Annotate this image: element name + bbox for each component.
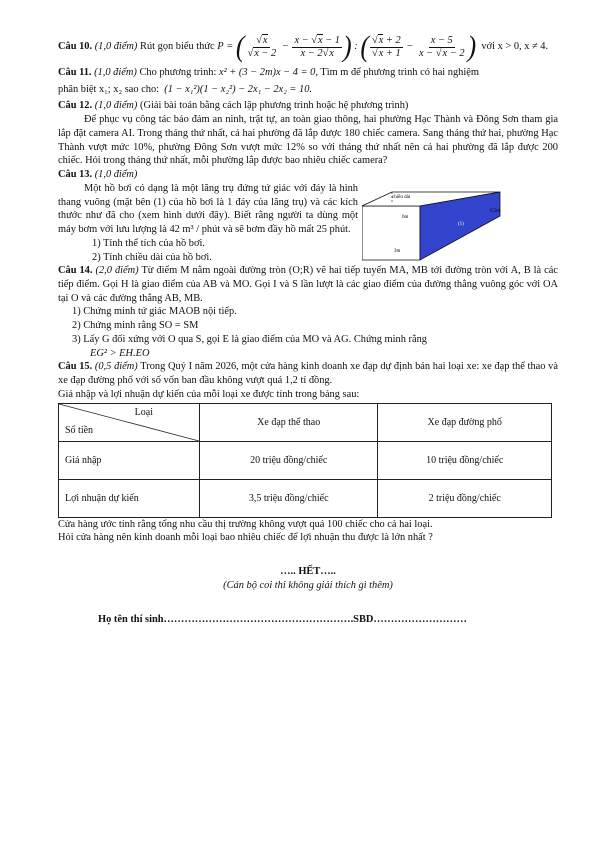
expression-P: P = ( √ x √ x − 2 − x − √ x − 1 x − 2√ x ) : ( √ x + 2 √ x + 1 − x − 5 x − √ x − 2 ) bbox=[217, 34, 476, 60]
question-14-points: (2,0 điểm) bbox=[95, 265, 139, 277]
label-05m: 0,5m bbox=[490, 209, 501, 214]
question-15-body: Trong Quý I năm 2026, một cửa hàng kinh doanh xe đạp dự định bán hai loại xe: xe đạp thể thao và xe đạp đường phố với số vốn ban đầu không vượt quá 1,2 tỉ đồng. bbox=[58, 361, 558, 387]
question-14-head: Câu 14. bbox=[58, 265, 93, 277]
table-corner-top: Loại bbox=[134, 406, 153, 418]
question-11-equation: x² + (3 − 2m)x − 4 = 0 bbox=[218, 67, 316, 78]
label-3m: 3m bbox=[394, 249, 401, 254]
table-row bbox=[59, 441, 552, 479]
question-10-text: Rút gọn biểu thức bbox=[140, 41, 215, 53]
question-13-head: Câu 13. bbox=[58, 169, 93, 181]
table-cell: 10 triệu đồng/chiếc bbox=[378, 441, 552, 479]
table-row bbox=[59, 479, 552, 517]
question-14 bbox=[58, 264, 558, 305]
question-15-points: (0,5 điểm) bbox=[94, 361, 138, 373]
question-13-sub-1: 1) Tính thể tích của hồ bơi. bbox=[92, 237, 205, 249]
question-11-head: Câu 11. bbox=[58, 67, 92, 78]
end-note: (Cán bộ coi thi không giải thích gì thêm) bbox=[223, 579, 393, 591]
question-13 bbox=[58, 168, 558, 182]
exam-page bbox=[58, 29, 558, 626]
question-15-intro: Giá nhập và lợi nhuận dự kiến của mỗi loại xe được tính trong bảng sau: bbox=[58, 388, 360, 400]
question-10-condition: với x > 0, x ≠ 4. bbox=[481, 41, 549, 53]
table-cell: 2 triệu đồng/chiếc bbox=[378, 479, 552, 517]
question-10-points: (1,0 điểm) bbox=[94, 41, 138, 53]
question-13-sub-2: 2) Tính chiều dài của hồ bơi. bbox=[92, 251, 212, 263]
end-title: ….. HẾT….. bbox=[280, 566, 336, 578]
label-face-1: (1) bbox=[458, 222, 464, 227]
question-14-body: Từ điểm M nằm ngoài đường tròn (O;R) vẽ hai tiếp tuyến MA, MB tới đường tròn với A, B là các tiếp điểm. Gọi H là giao điểm của AB và MO. Gọi I và S lần lượt là các giao điểm của đường thẳng vuông góc với OA tại O và các đường thẳng AB, MB. bbox=[58, 265, 558, 304]
question-15-after-1: Cửa hàng ước tính rằng tổng nhu cầu thị trường không vượt quá 100 chiếc cho cả hai loại. bbox=[58, 518, 433, 530]
question-10-head: Câu 10. bbox=[58, 41, 93, 53]
candidate-sign-line: Họ tên thí sinh……………………………………………….SBD……………………… bbox=[98, 613, 467, 625]
question-15 bbox=[58, 360, 558, 387]
question-12-title: (Giải bài toán bằng cách lập phương trình hoặc hệ phương trình) bbox=[140, 100, 409, 112]
table-row-label: Giá nhập bbox=[59, 441, 200, 479]
table-corner-cell bbox=[59, 403, 200, 441]
question-12-body: Để phục vụ công tác bảo đảm an ninh, trật tự, an toàn giao thông, hai phường Hạc Thành và Đông Sơn tham gia lắp đặt camera AI. Trong tháng thứ nhất, cả hai phường đã lắp được 180 chiếc camera. Sang tháng thứ hai, phường Hạc Thành vượt mức 10%, phường Đông Sơn vượt mức 12% so với tháng thứ nhất nên cả hai phường đã lắp được 200 chiếc. Hỏi trong tháng thứ nhất, mỗi phường lắp được bao nhiêu chiếc camera? bbox=[58, 114, 558, 167]
question-14-item-3-formula: EG² > EH.EO bbox=[90, 347, 150, 359]
question-12-head: Câu 12. bbox=[58, 100, 93, 112]
question-13-body: Một hồ bơi có dạng là một lăng trụ đứng tứ giác với đáy là hình thang vuông (mặt bên (1) của hồ bơi là 1 đáy của lăng trụ) và các kích thước như đã cho (xem hình dưới đây). Biết rằng người ta dùng một máy bơm với lưu lượng là 42 m³ / phút và sẽ bơm đầy hồ mất 25 phút. bbox=[58, 182, 358, 236]
question-11-line2a: phân biệt x₁; x₂ sao cho: bbox=[58, 83, 160, 95]
question-11-condition: (1 − x₁²)(1 − x₂²) − 2x₁ − 2x₂ = 10. bbox=[164, 83, 313, 95]
question-15-head: Câu 15. bbox=[58, 361, 93, 373]
table-col-header-2: Xe đạp đường phố bbox=[378, 403, 552, 441]
question-13-points: (1,0 điểm) bbox=[94, 169, 138, 181]
question-12 bbox=[58, 99, 558, 113]
table-cell: 20 triệu đồng/chiếc bbox=[200, 441, 378, 479]
table-cell: 3,5 triệu đồng/chiếc bbox=[200, 479, 378, 517]
question-11-line1a: Cho phương trình: bbox=[139, 67, 217, 78]
question-11-points: (1,0 điểm) bbox=[94, 67, 137, 78]
table-col-header-1: Xe đạp thể thao bbox=[200, 403, 378, 441]
price-table bbox=[58, 403, 552, 518]
expression-P-symbol: P bbox=[217, 41, 224, 53]
table-header-row bbox=[59, 403, 552, 441]
question-15-after-2: Hỏi cửa hàng nên kinh doanh mỗi loại bao nhiêu chiếc để lợi nhuận thu được là lớn nhất ? bbox=[58, 532, 433, 544]
pool-figure bbox=[362, 190, 502, 262]
question-14-item-3: 3) Lấy G đối xứng với O qua S, gọi E là giao điểm của MO và AG. Chứng minh rằng bbox=[72, 333, 427, 345]
question-14-item-1: 1) Chứng minh tứ giác MAOB nội tiếp. bbox=[72, 306, 237, 318]
label-6m: 6m bbox=[402, 215, 409, 220]
label-length: chiều dài bbox=[392, 195, 411, 200]
question-11-line1b: , Tìm m để phương trình có hai nghiệm bbox=[315, 67, 479, 78]
question-14-item-2: 2) Chứng minh rằng SO = SM bbox=[72, 320, 199, 332]
question-11-line2 bbox=[58, 83, 558, 97]
table-row-label: Lợi nhuận dự kiến bbox=[59, 479, 200, 517]
question-11 bbox=[58, 66, 558, 80]
table-corner-bottom: Số tiền bbox=[65, 425, 94, 437]
question-10 bbox=[58, 29, 558, 64]
question-12-points: (1,0 điểm) bbox=[94, 100, 138, 112]
